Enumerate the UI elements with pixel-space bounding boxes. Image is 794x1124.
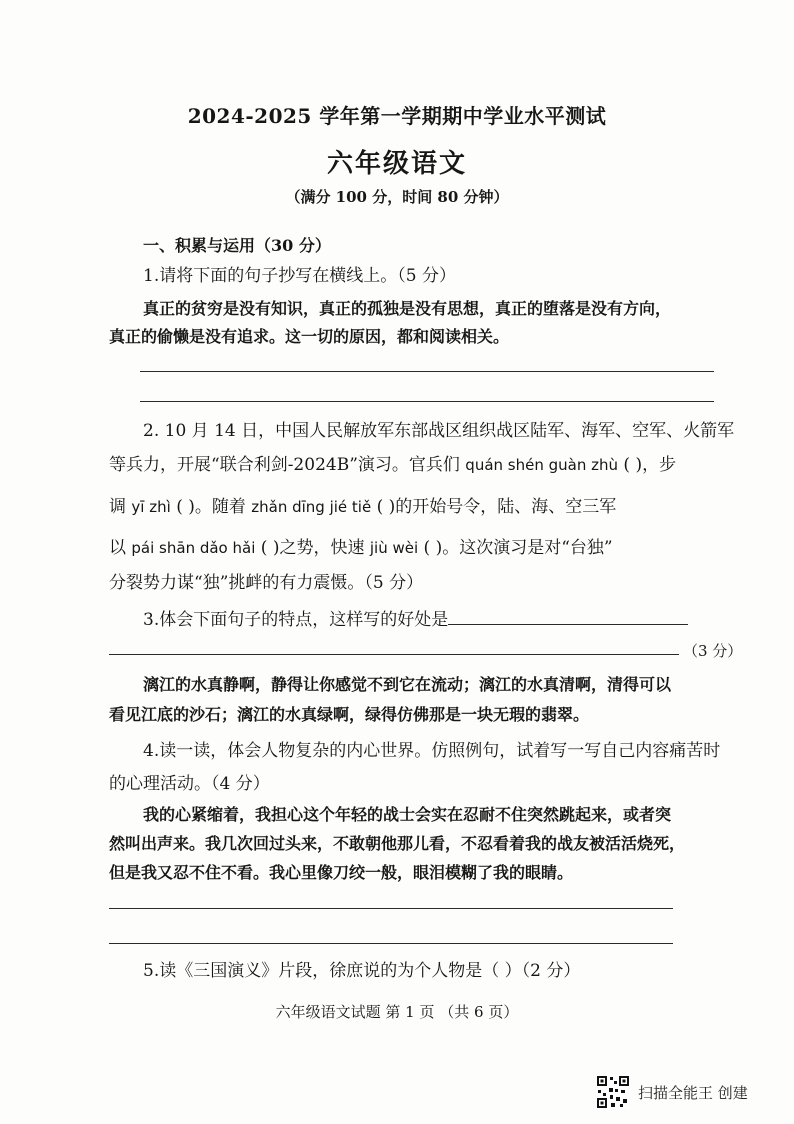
question-2-line-5: 分裂势力谋“独”挑衅的有力震慑。（5 分）: [109, 573, 424, 593]
question-2-line-1: 2. 10 月 14 日，中国人民解放军东部战区组织战区陆军、海军、空军、火箭军: [143, 421, 735, 441]
answer-line[interactable]: [140, 401, 714, 402]
question-4-text-line-2: 然叫出声来。我几次回过头来，不敢朝他那儿看，不忍看着我的战友被活活烧死，: [109, 834, 686, 853]
answer-blank[interactable]: ( )之势，快速: [260, 538, 365, 558]
question-4-prompt-line-2: 的心理活动。（4 分）: [109, 774, 270, 794]
pinyin-prompt: quán shén guàn zhù: [465, 456, 618, 474]
answer-blank[interactable]: ( )的开始号令，陆、海、空三军: [376, 497, 617, 517]
score-note: （满分 100 分，时间 80 分钟）: [285, 188, 509, 206]
answer-line[interactable]: [109, 908, 673, 909]
question-3-score: （3 分）: [683, 642, 743, 660]
exam-subtitle: 六年级语文: [326, 149, 467, 179]
question-2-line-2: [109, 448, 676, 482]
page-footer: 六年级语文试题 第 1 页 （共 6 页）: [275, 1003, 519, 1021]
question-1-prompt: 1.请将下面的句子抄写在横线上。（5 分）: [143, 266, 456, 286]
answer-blank[interactable]: ( )，步: [623, 455, 677, 475]
scanner-label: 扫描全能王 创建: [638, 1083, 748, 1102]
scanner-watermark: [596, 1075, 748, 1109]
pinyin-prompt: yī zhì: [131, 498, 171, 516]
question-2-text: 以: [109, 538, 126, 558]
pinyin-prompt: zhǎn dīng jié tiě: [251, 498, 372, 516]
pinyin-prompt: jiù wèi: [369, 539, 419, 557]
question-2-line-4: [109, 531, 613, 565]
answer-blank[interactable]: ( )。随着: [176, 497, 246, 517]
answer-blank[interactable]: ( )。这次演习是对“台独”: [423, 538, 613, 558]
section-heading: 一、积累与运用（30 分）: [143, 236, 331, 255]
question-3-text-line-1: 漓江的水真静啊，静得让你感觉不到它在流动；漓江的水真清啊，清得可以: [143, 675, 672, 694]
answer-line[interactable]: [109, 654, 679, 655]
question-4-text-line-3: 但是我又忍不住不看。我心里像刀绞一般，眼泪模糊了我的眼睛。: [109, 863, 574, 882]
answer-line[interactable]: [448, 608, 688, 625]
question-5-prompt: 5.读《三国演义》片段，徐庶说的为个人物是（ ）（2 分）: [143, 961, 581, 981]
question-3-text-line-2: 看见江底的沙石；漓江的水真绿啊，绿得仿佛那是一块无瑕的翡翠。: [109, 705, 590, 724]
question-1-text-line-1: 真正的贫穷是没有知识，真正的孤独是没有思想，真正的堕落是没有方向，: [143, 299, 672, 318]
question-3-prompt: [143, 603, 688, 637]
pinyin-prompt: pái shān dǎo hǎi: [131, 539, 256, 557]
question-2-line-3: [109, 490, 616, 524]
question-4-text-line-1: 我的心紧缩着，我担心这个年轻的战士会实在忍耐不住突然跳起来，或者突: [143, 805, 672, 824]
question-1-text-line-2: 真正的偷懒是没有追求。这一切的原因，都和阅读相关。: [109, 327, 510, 346]
answer-line[interactable]: [140, 371, 714, 372]
question-2-text: 调: [109, 497, 126, 517]
exam-title: 2024-2025 学年第一学期期中学业水平测试: [187, 104, 607, 128]
question-2-text: 等兵力，开展“联合利剑-2024B”演习。官兵们: [109, 455, 460, 475]
question-3-prompt-text: 3.体会下面句子的特点，这样写的好处是: [143, 610, 449, 630]
question-4-prompt-line-1: 4.读一读，体会人物复杂的内心世界。仿照例句，试着写一写自己内容痛苦时: [143, 741, 721, 761]
qr-code-icon: [596, 1075, 630, 1109]
answer-line[interactable]: [109, 943, 673, 944]
